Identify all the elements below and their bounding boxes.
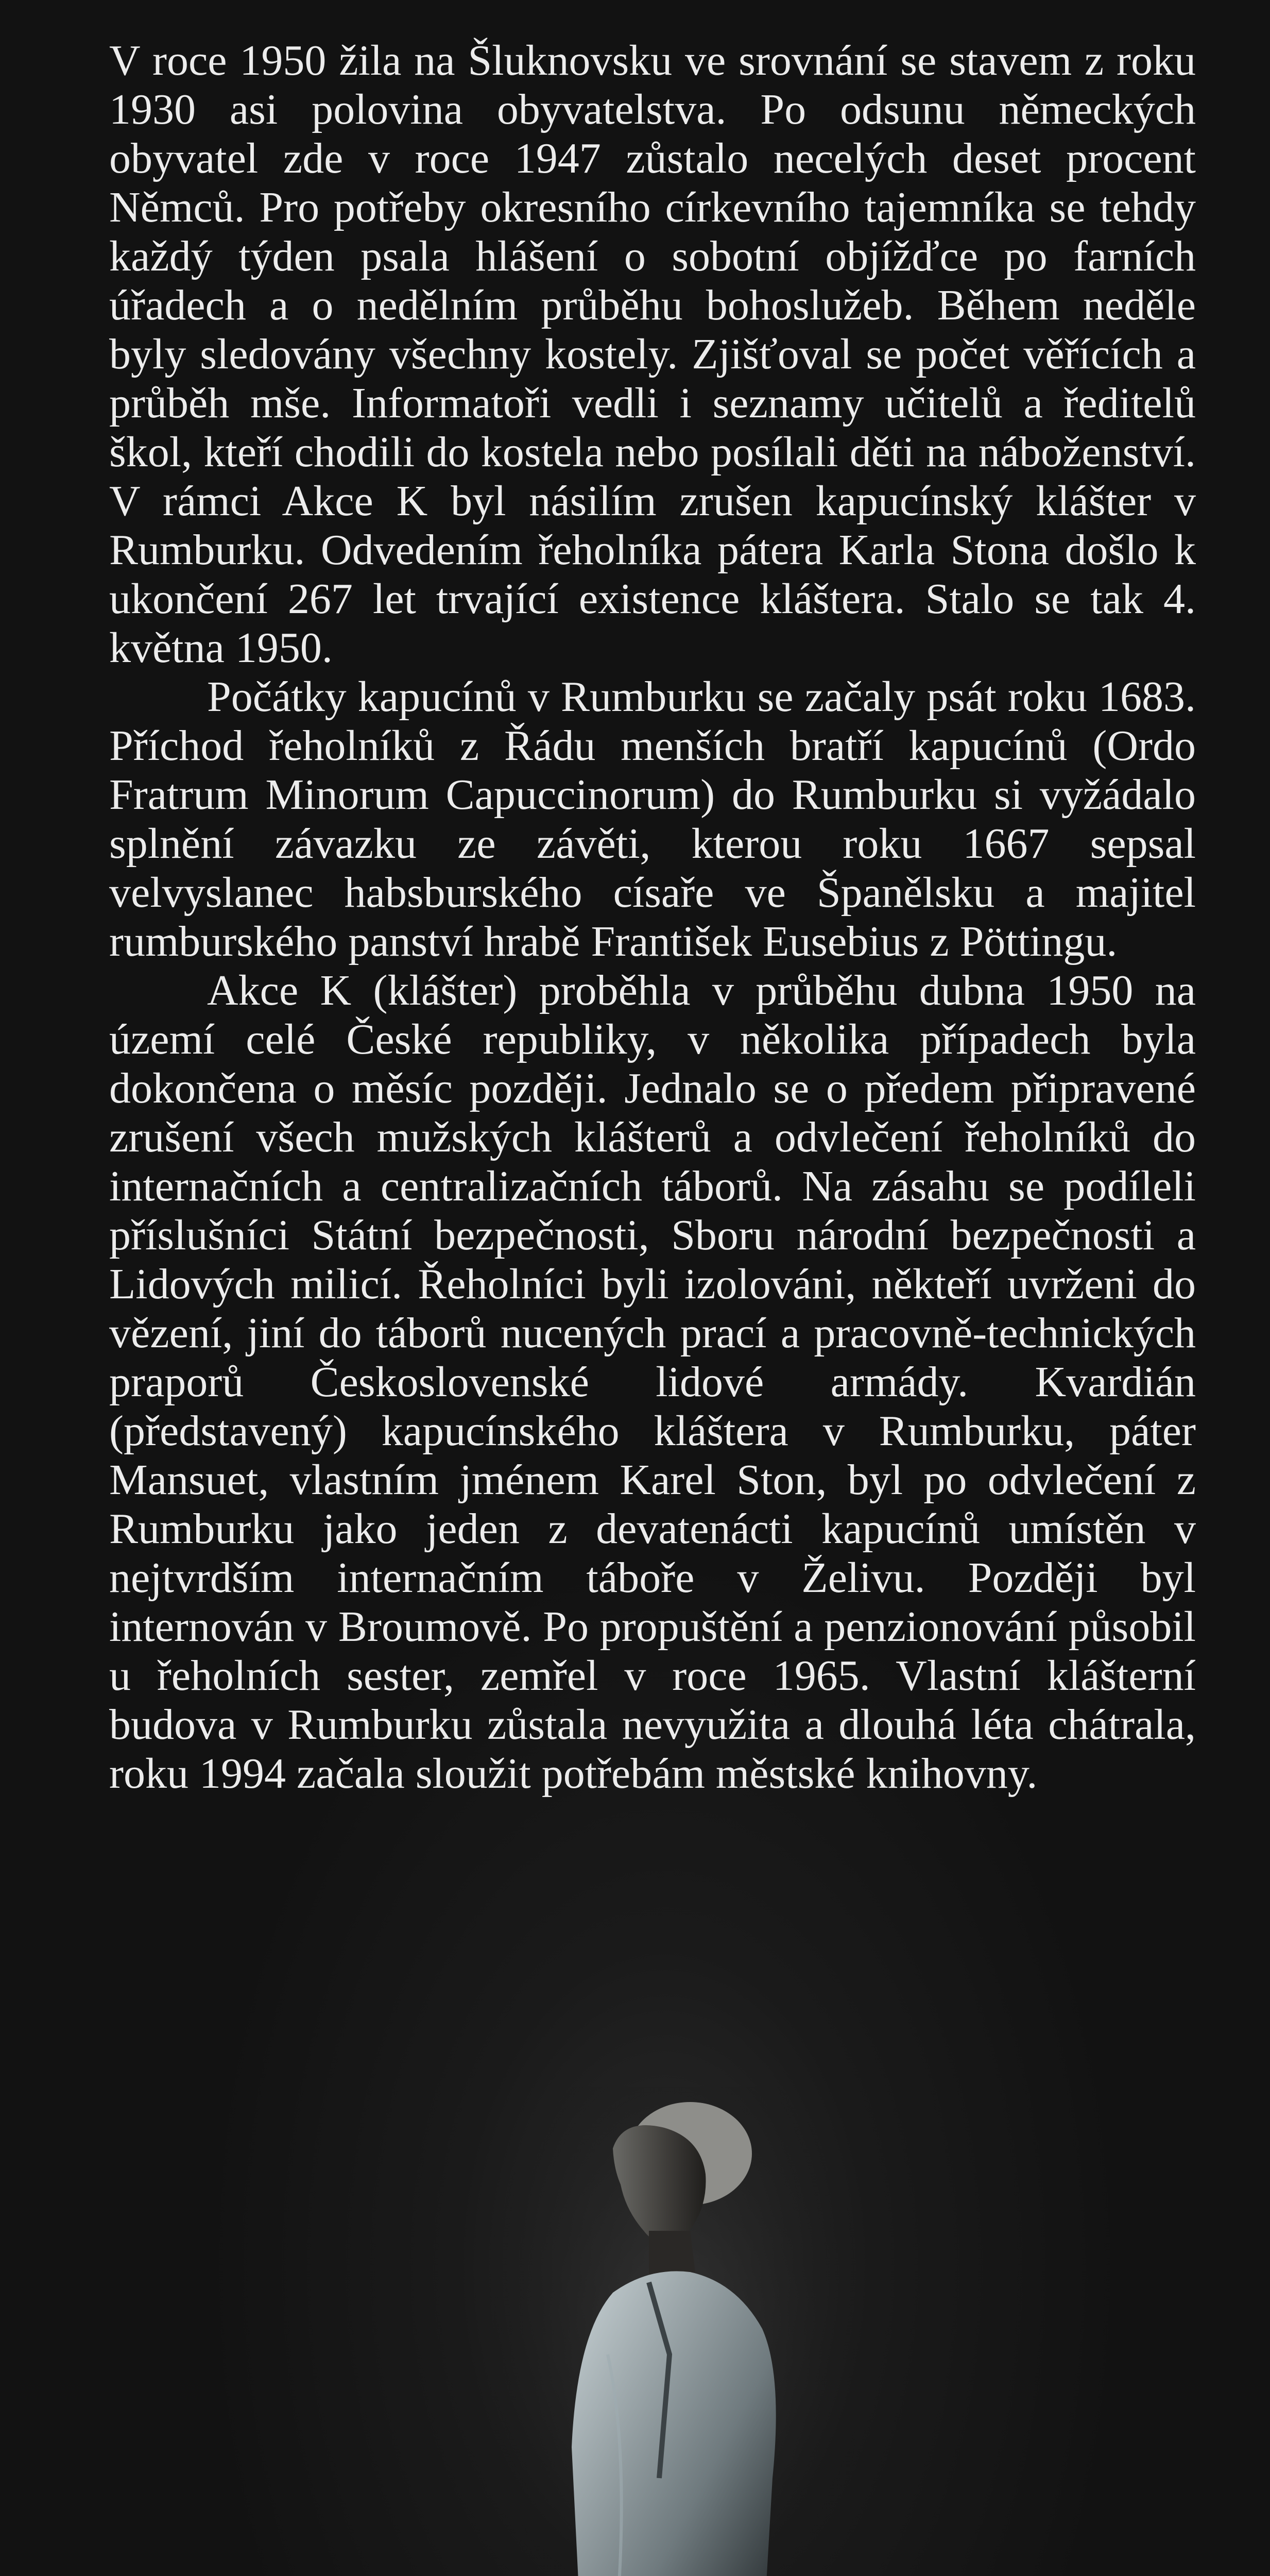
article-text	[109, 36, 1196, 1798]
paragraph-2: Počátky kapucínů v Rumburku se začaly psát roku 1683. Příchod řeholníků z Řádu menších bratří kapucínů (Ordo Fratrum Minorum Capuccinorum) do Rumburku si vyžádalo splnění závazku ze závěti, kterou roku 1667 sepsal velvyslanec habsburského císaře ve Španělsku a majitel rumburského panství hrabě František Eusebius z Pöttingu.	[109, 673, 1196, 965]
man-looking-up-photo	[494, 2087, 855, 2576]
paragraph-3: Akce K (klášter) proběhla v průběhu dubna 1950 na území celé České republiky, v několika případech byla dokončena o měsíc později. Jednalo se o předem připravené zrušení všech mužských klášterů a odvlečení řeholníků do internačních a centralizačních táborů. Na zásahu se podíleli příslušníci Státní bezpečnosti, Sboru národní bezpečnosti a Lidových milicí. Řeholníci byli izolováni, někteří uvrženi do vězení, jiní do táborů nucených prací a pracovně-technických praporů Československé lidové armády. Kvardián (představený) kapucínského kláštera v Rumburku, páter Mansuet, vlastním jménem Karel Ston, byl po odvlečení z Rumburku jako jeden z devatenácti kapucínů umístěn v nejtvrdším internačním táboře v Želivu. Později byl internován v Broumově. Po propuštění a penzionování působil u řeholních sester, zemřel v roce 1965. Vlastní klášterní budova v Rumburku zůstala nevyužita a dlouhá léta chátrala, roku 1994 začala sloužit potřebám městské knihovny.	[109, 967, 1196, 1798]
paragraph-1: V roce 1950 žila na Šluknovsku ve srovnání se stavem z roku 1930 asi polovina obyvatelstva. Po odsunu německých obyvatel zde v roce 1947 zůstalo necelých deset procent Němců. Pro potřeby okresního církevního tajemníka se tehdy každý týden psala hlášení o sobotní objížďce po farních úřadech a o nedělním průběhu bohoslužeb. Během neděle byly sledovány všechny kostely. Zjišťoval se počet věřících a průběh mše. Informatoři vedli i seznamy učitelů a ředitelů škol, kteří chodili do kostela nebo posílali děti na náboženství. V rámci Akce K byl násilím zrušen kapucínský klášter v Rumburku. Odvedením řeholníka pátera Karla Stona došlo k ukončení 267 let trvající existence kláštera. Stalo se tak 4. května 1950.	[109, 37, 1196, 672]
